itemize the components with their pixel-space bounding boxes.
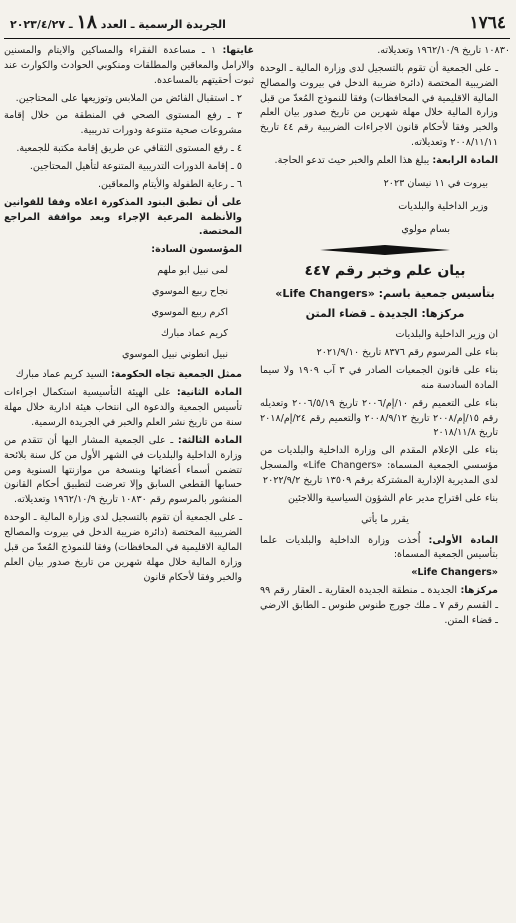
goal-item (4, 44, 254, 89)
notice-title: بيان علم وخبر رقم ٤٤٧ (304, 263, 466, 280)
article-label: المادة الأولى: (428, 534, 498, 546)
article-label: المادة الرابعة: (432, 155, 498, 167)
goal-item: ٥ ـ إقامة الدورات التدريبية المتنوعة لتأهيل المحتاجين. (29, 161, 242, 173)
article-two (4, 386, 254, 431)
divider-ornament (260, 245, 510, 255)
paragraph: بناء على الإعلام المقدم الى وزارة الداخلية والبلديات من مؤسسي الجمعية المسماة: «Life Changers» والمسجل لدى المديرية الإدارية المشتركة برقم ١٣٥٠٩ تاريخ ٢٠٢٢/٩/٢ (260, 445, 498, 486)
headquarters (260, 584, 510, 629)
article-text: يبلغ هذا العلم والخبر حيث تدعو الحاجة. (274, 155, 433, 167)
article-text: على الهيئة التأسيسية استكمال اجراءات تأسيس الجمعية والدعوة الى انتخاب هيئة ادارية خلال مهلة سنة من تاريخ نشر العلم والخبر في الجريدة الرسمية. (4, 387, 242, 429)
goal-text: ١ ـ مساعدة الفقراء والمساكين والايتام والمسنين والارامل والمعاقين والمطلقات ومنكوبي الحوادث والكوارث عند ثبوت أحقيتهم بالمساعدة. (4, 45, 254, 86)
paragraph: بناء على قانون الجمعيات الصادر في ٣ آب ١٩٠٩ ولا سيما المادة السادسة منه (260, 364, 499, 391)
founder-name: اكرم ربيع الموسوي (151, 306, 228, 318)
goal-item: ٦ ـ رعاية الطفولة والأيتام والمعاقين. (98, 178, 242, 190)
paragraph: بناء على المرسوم رقم ٨٣٧٦ تاريخ ٢٠٢١/٩/١٠ (316, 347, 498, 359)
sign-name: بسام مولوي (401, 223, 450, 235)
rep-text: السيد كريم عماد مبارك (15, 369, 111, 381)
founder-name: كريم عماد مبارك (161, 327, 228, 339)
divider-ornament-icon (320, 245, 450, 255)
page-header (0, 0, 516, 36)
goal-item: ٣ ـ رفع المستوى الصحي في المنطقة من خلال إقامة مشروعات صحية متنوعة ودورات تدريبية. (4, 110, 242, 137)
rep-label: ممثل الجمعية تجاه الحكومة: (110, 369, 242, 381)
goal-item: ٢ ـ استقبال الفائض من الملابس وتوزيعها على المحتاجين. (15, 92, 242, 104)
hq-label: مركزها: (460, 585, 498, 597)
paragraph: بناء على التعميم رقم ١٠/إم/٢٠٠٦ تاريخ ٢٠٠٦/٥/١٩ وتعديله رقم ١٥/إم/٢٠٠٨ تاريخ ٢٠٠٨/٩/١٢ والتعميم رقم ٢٤/إم/٢٠١٨ تاريخ ٢٠١٨/١١/٨ (260, 397, 498, 439)
right-column (260, 44, 510, 632)
sign-title: وزير الداخلية والبلديات (398, 200, 488, 212)
notice-subtitle: بتأسيس جمعية باسم: «Life Changers» (275, 287, 495, 301)
condition: على أن تطبق البنود المذكورة اعلاه وفقا للقوانين والأنظمة المرعية الإجراء وبعد موافقة المراجع المختصة. (4, 196, 242, 238)
sign-date: بيروت في ١١ نيسان ٢٠٢٣ (383, 177, 488, 189)
article-text: ـ على الجمعية المشار اليها أن تتقدم من وزارة الداخلية والبلديات في الشهر الأول من كل سنة بلائحة تتضمن أسماء أعضائها وبنسخة من موازنتها السنوية ومن حسابها القطعي السابق وإلا تعرضت لتطبيق أحكام القانون المنشور بالمرسوم رقم ١٠٨٣٠ تاريخ ١٩٦٢/١٠/٩ وتعديلاته. (4, 434, 242, 506)
issue-number: ١٨ (76, 11, 97, 33)
notice-subtitle: مركزها: الجديدة ـ قضاء المتن (305, 307, 465, 321)
article-four (260, 154, 510, 169)
founders-label: المؤسسون السادة: (151, 244, 242, 256)
paragraph: ـ على الجمعية أن تقوم بالتسجيل لدى وزارة المالية ـ الوحدة الضريبية المختصة (دائرة ضريبة الدخل في بيروت والمصالح المالية الاقليمية في المحافظات) وفقا للنموذج المُعدّ من قبل وزارة المالية خلال مهلة شهرين من تاريخ صدور بيان العلم والخبر وفقا لأحكام قانون (4, 512, 242, 583)
paragraph: بناء على اقتراح مدير عام الشؤون السياسية واللاجئين (287, 492, 498, 504)
founder-name: لمى نبيل ابو ملهم (157, 265, 228, 277)
founder-name: نبيل انطوني نبيل الموسوي (121, 348, 228, 360)
issue-date: ـ ٢٠٢٣/٤/٢٧ (10, 18, 73, 31)
header-rule (4, 38, 510, 39)
paragraph: ـ على الجمعية أن تقوم بالتسجيل لدى وزارة المالية ـ الوحدة الضريبية المختصة (دائرة ضريبة الدخل في بيروت والمصالح المالية الاقليمية في المحافظات) وفقا للنموذج المُعدّ من قبل وزارة المالية خلال مهلة شهرين من تاريخ صدور بيان العلم والخبر وفقا لأحكام قانون الاجراءات الضريبية رقم ٤٤ تاريخ ٢٠٠٨/١١/١١ وتعديلاته. (260, 62, 498, 149)
paragraph: ١٠٨٣٠ تاريخ ١٩٦٢/١٠/٩ وتعديلاته. (377, 45, 510, 56)
representative (4, 368, 254, 383)
decides: يقرر ما يأتي (361, 513, 409, 525)
hq-text: الجديدة ـ منطقة الجديدة العقارية ـ العقار رقم ٩٩ ـ القسم رقم ٧ ـ ملك جورج طنوس طنوس ـ الطابق الارضي ـ قضاء المتن. (260, 585, 498, 626)
association-name: «Life Changers» (411, 567, 498, 579)
signature-block (260, 177, 510, 238)
page-number: ١٧٦٤ (469, 13, 506, 33)
article-label: المادة الثانية: (176, 387, 242, 399)
left-column (4, 44, 254, 589)
goals-label: غايتها: (222, 45, 254, 56)
founder-name: نجاح ربيع الموسوي (152, 286, 228, 298)
gazette-name: الجريدة الرسمية ـ العدد (100, 18, 226, 31)
paragraph: ان وزير الداخلية والبلديات (395, 329, 498, 341)
article-one (260, 534, 510, 564)
article-text: أُخذت وزارة الداخلية والبلديات علما بتأسيس الجمعية المسماة: (260, 534, 498, 561)
founders-list (4, 264, 254, 362)
article-label: المادة الثالثة: (177, 434, 242, 446)
article-three (4, 434, 254, 508)
gazette-issue (10, 13, 226, 32)
goal-item: ٤ ـ رفع المستوى الثقافي عن طريق إقامة مكتبة للجمعية. (16, 143, 242, 155)
